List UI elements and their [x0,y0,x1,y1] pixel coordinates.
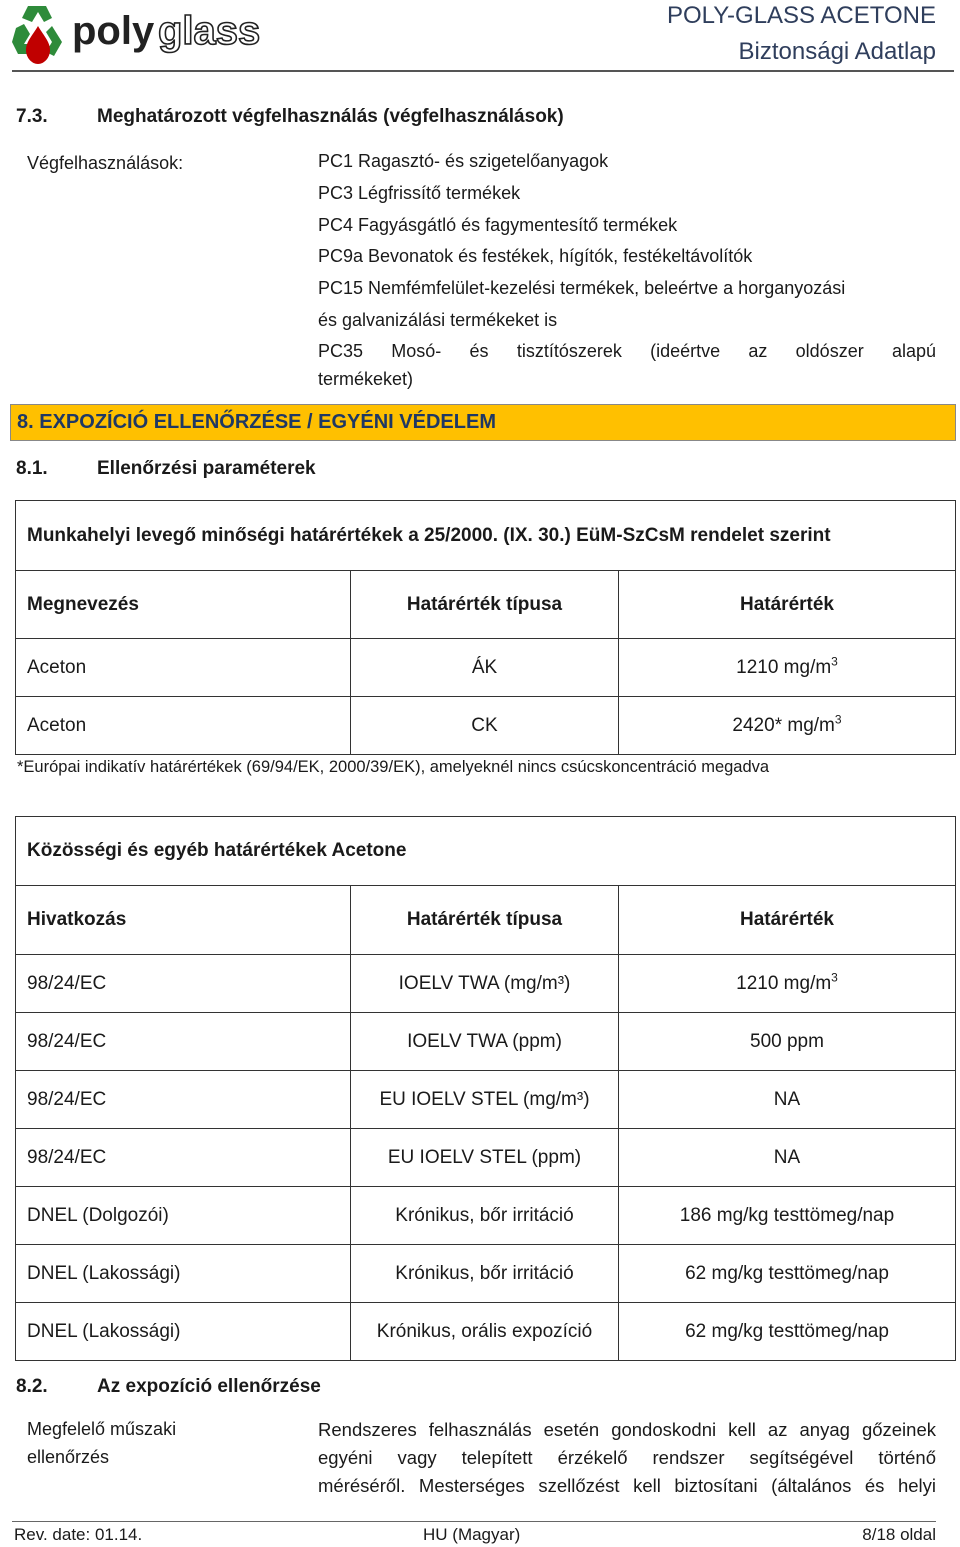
end-use-line: PC3 Légfrissítő termékek [318,183,521,203]
table-cell: Krónikus, bőr irritáció [351,1187,619,1245]
table-cell: 1210 $mg/m^3$ [619,955,956,1013]
end-use-line: PC4 Fagyásgátló és fagymentesítő termékek [318,215,678,235]
table-cell: ÁK [351,639,619,697]
table-cell: 186 mg/kg testtömeg/nap [619,1187,956,1245]
table-cell: 62 mg/kg testtömeg/nap [619,1303,956,1361]
section-8-2-title: Az expozíció ellenőrzése [97,1376,321,1397]
table-row [16,697,956,755]
end-use-label: Végfelhasználások: [27,153,184,173]
end-use-line: PC15 Nemfémfelület-kezelési termékek, beleértve a horganyozási [318,278,846,298]
end-use-line: PC1 Ragasztó- és szigetelőanyagok [318,151,609,171]
table-cell: 1210 $mg/m^3$ [619,639,956,697]
table-cell: 500 ppm [619,1013,956,1071]
table-cell: Krónikus, bőr irritáció [351,1245,619,1303]
engineering-control-text: Rendszeres felhasználás esetén gondoskodni kell az anyag gőzeinek [318,1419,936,1440]
footnote: *Európai indikatív határértékek (69/94/EK, 2000/39/EK), amelyeknél nincs csúcskoncentráció megadva [17,758,770,776]
table-row [16,1303,956,1361]
footer-divider [12,1521,936,1522]
table-row [16,1013,956,1071]
table-cell: NA [619,1071,956,1129]
table-cell: DNEL (Dolgozói) [16,1187,351,1245]
national-limits-table [15,500,956,755]
table-cell: 98/24/EC [16,1013,351,1071]
section-8-heading-bar [10,404,956,441]
end-use-line: és galvanizálási termékeket is [318,310,558,330]
header-divider [12,70,954,72]
table-cell: 98/24/EC [16,1071,351,1129]
engineering-control-label: Megfelelő műszaki [27,1419,177,1439]
community-limits-table [15,816,956,1361]
revision-date: Rev. date: 01.14. [14,1525,143,1544]
table-row [16,1187,956,1245]
end-use-line: PC35 Mosó- és tisztítószerek (ideértve az oldószer alapú [318,341,936,361]
svg-text:glass: glass [158,9,261,53]
section-7-3-title: Meghatározott végfelhasználás (végfelhasználások) [97,106,564,127]
table-cell: Aceton [16,697,351,755]
column-header: Megnevezés [16,571,351,639]
end-use-line: PC9a Bevonatok és festékek, hígítók, festékeltávolítók [318,246,753,266]
table-cell: 62 mg/kg testtömeg/nap [619,1245,956,1303]
table-caption: Közösségi és egyéb határértékek Acetone [16,817,956,886]
column-header: Határérték [619,571,956,639]
table-cell: EU IOELV STEL (ppm) [351,1129,619,1187]
engineering-control-label: ellenőrzés [27,1447,110,1467]
table-cell: IOELV TWA (ppm) [351,1013,619,1071]
table-cell: 98/24/EC [16,955,351,1013]
table-row [16,639,956,697]
table-row [16,1245,956,1303]
language: HU (Magyar) [423,1525,521,1544]
table-cell: IOELV TWA (mg/m³) [351,955,619,1013]
table-cell: Aceton [16,639,351,697]
column-header: Határérték [619,886,956,955]
recycle-icon [12,6,62,64]
table-row [16,955,956,1013]
table-cell: DNEL (Lakossági) [16,1245,351,1303]
engineering-control-text: egyéni vagy telepített érzékelő rendszer segítségével történő [318,1447,936,1468]
engineering-control-text: méréséről. Mesterséges szellőzést kell biztosítani (általános és helyi [318,1475,936,1496]
table-row [16,1129,956,1187]
table-cell: 98/24/EC [16,1129,351,1187]
table-caption: Munkahelyi levegő minőségi határértékek a 25/2000. (IX. 30.) EüM-SzCsM rendelet szerint [16,501,956,571]
logo-wordmark: poly [72,9,155,53]
table-cell: EU IOELV STEL (mg/m³) [351,1071,619,1129]
table-cell: DNEL (Lakossági) [16,1303,351,1361]
document-subtitle: Biztonsági Adatlap [738,38,936,65]
column-header: Határérték típusa [351,886,619,955]
section-8-1-title: Ellenőrzési paraméterek [97,458,316,479]
table-row [16,1071,956,1129]
end-use-line: termékeket) [318,369,414,389]
section-8-1-number: 8.1. [16,458,48,479]
table-cell: Krónikus, orális expozíció [351,1303,619,1361]
table-cell: 2420* $mg/m^3$ [619,697,956,755]
table-cell: NA [619,1129,956,1187]
column-header: Határérték típusa [351,571,619,639]
document-title: POLY-GLASS ACETONE [666,2,936,29]
table-cell: CK [351,697,619,755]
section-8-2-number: 8.2. [16,1376,48,1397]
column-header: Hivatkozás [16,886,351,955]
section-7-3-number: 7.3. [16,106,48,127]
company-logo [8,0,298,68]
section-8-title: 8. EXPOZÍCIÓ ELLENŐRZÉSE / EGYÉNI VÉDELEM [17,411,496,433]
page-number: 8/18 oldal [862,1525,936,1544]
